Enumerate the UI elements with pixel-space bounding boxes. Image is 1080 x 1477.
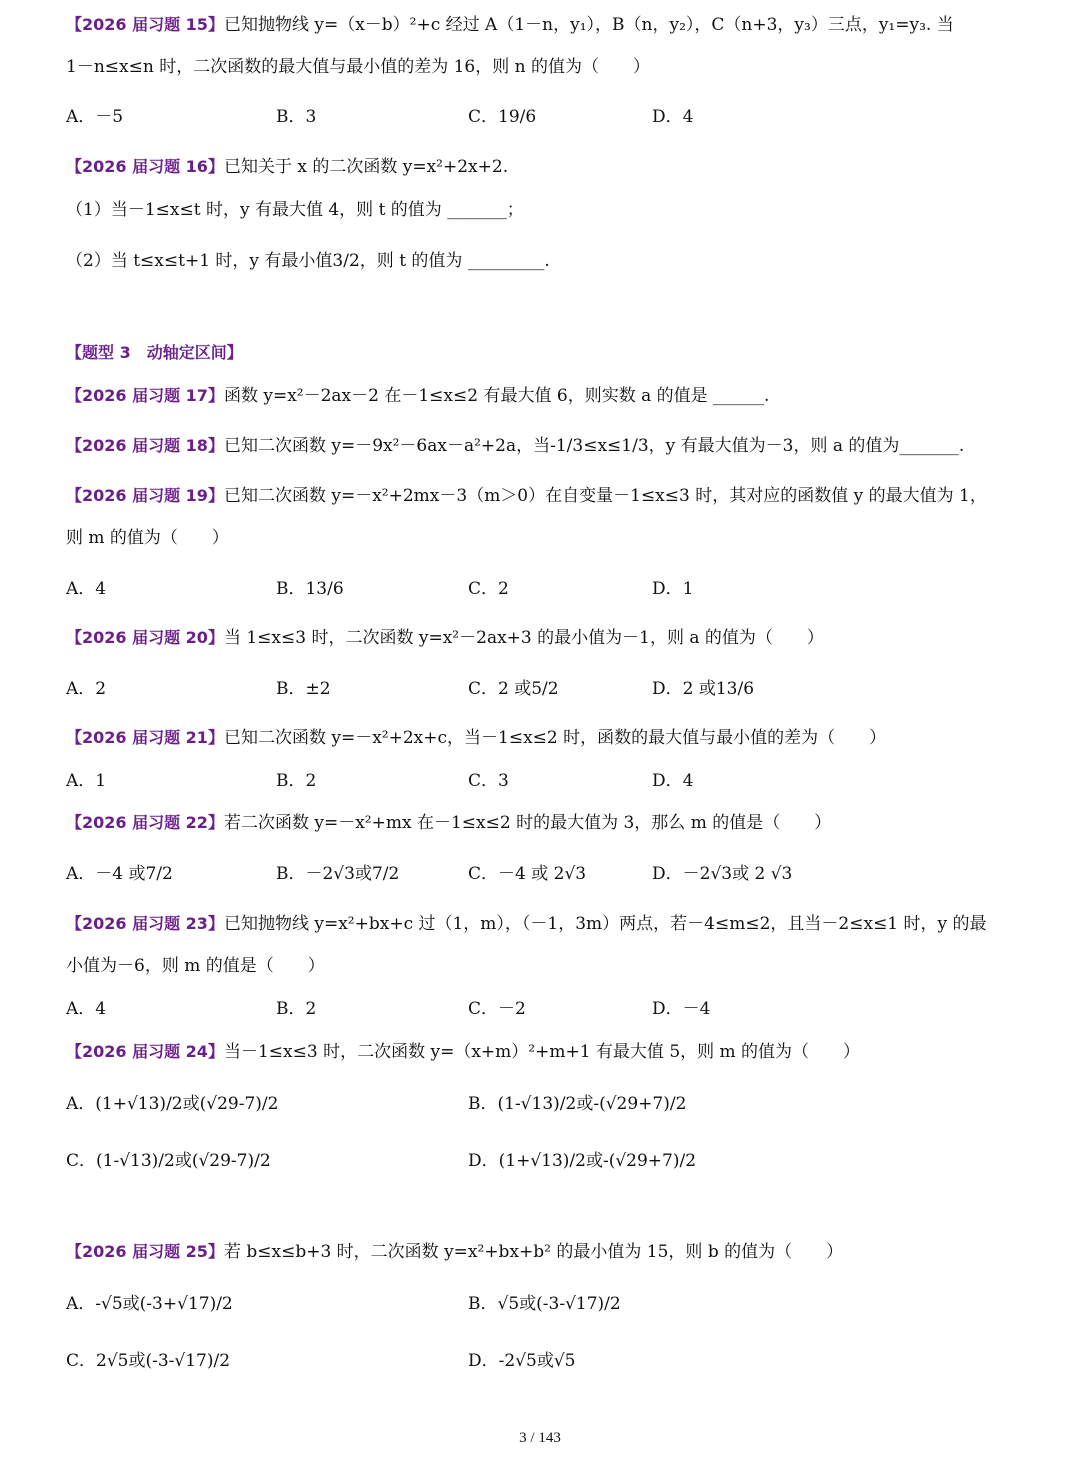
problem-tag: 【2026 届习题 15】 <box>66 15 224 34</box>
option-a: A．4 <box>66 579 107 599</box>
problem-19-line-1 <box>66 483 987 509</box>
option-c: C．3 <box>468 771 509 791</box>
problem-23-line-1 <box>66 911 987 937</box>
option-a: A．－4 或7/2 <box>66 864 173 884</box>
problem-tag: 【2026 届习题 21】 <box>66 728 224 747</box>
problem-tag: 【2026 届习题 24】 <box>66 1042 224 1061</box>
option-a: A．1 <box>66 771 107 791</box>
problem-tag: 【2026 届习题 19】 <box>66 486 224 505</box>
problem-tag: 【2026 届习题 22】 <box>66 813 224 832</box>
option-c: C．2√5或(-3-√17)/2 <box>66 1351 231 1371</box>
problem-tag: 【2026 届习题 18】 <box>66 436 224 455</box>
problem-text: 函数 y=x²－2ax－2 在－1≤x≤2 有最大值 6，则实数 a 的值是 ______. <box>223 386 770 406</box>
problem-text: 当 1≤x≤3 时，二次函数 y=x²－2ax+3 的最小值为－1，则 a 的值为（ ） <box>223 628 824 648</box>
problem-text: 已知二次函数 y=－9x²－6ax－a²+2a，当-1/3≤x≤1/3，y 有最大值为－3，则 a 的值为_______. <box>223 436 965 456</box>
problem-text: 当－1≤x≤3 时，二次函数 y=（x+m）²+m+1 有最大值 5，则 m 的值为（ ） <box>223 1042 861 1062</box>
problem-16-line-1 <box>66 154 508 180</box>
problem-19-line-2: 则 m 的值为（ ） <box>66 528 229 548</box>
option-d: D．(1+√13)/2或-(√29+7)/2 <box>468 1151 697 1171</box>
problem-text: 已知抛物线 y=x²+bx+c 过（1，m），（－1，3m）两点，若－4≤m≤2，且当－2≤x≤1 时，y 的最 <box>223 914 987 934</box>
option-b: B．3 <box>276 107 317 127</box>
problem-text: 已知二次函数 y=－x²+2mx－3（m＞0）在自变量－1≤x≤3 时，其对应的函数值 y 的最大值为 1， <box>223 486 987 506</box>
option-c: C．2 <box>468 579 509 599</box>
option-c: C．－4 或 2√3 <box>468 864 587 884</box>
option-a: A．－5 <box>66 107 124 127</box>
problem-text: 若二次函数 y=－x²+mx 在－1≤x≤2 时的最大值为 3，那么 m 的值是（ ） <box>223 813 832 833</box>
option-b: B．13/6 <box>276 579 344 599</box>
problem-24-line-1 <box>66 1039 860 1065</box>
problem-tag: 【2026 届习题 17】 <box>66 386 224 405</box>
section-header: 【题型 3 动轴定区间】 <box>66 343 243 362</box>
option-c: C．19/6 <box>468 107 537 127</box>
option-a: A．2 <box>66 679 107 699</box>
option-d: D．1 <box>652 579 694 599</box>
problem-17-line-1 <box>66 383 769 409</box>
option-b: B．2 <box>276 999 317 1019</box>
option-c: C．－2 <box>468 999 526 1019</box>
problem-tag: 【2026 届习题 16】 <box>66 157 224 176</box>
problem-15-line-2: 1－n≤x≤n 时，二次函数的最大值与最小值的差为 16，则 n 的值为（ ） <box>66 57 650 77</box>
problem-text: 已知抛物线 y=（x－b）²+c 经过 A（1－n，y₁），B（n，y₂），C（n+3，y₃）三点，y₁=y₃. 当 <box>223 15 954 35</box>
option-d: D．－2√3或 2 √3 <box>652 864 793 884</box>
problem-16-line-2: （1）当－1≤x≤t 时，y 有最大值 4，则 t 的值为 _______； <box>66 200 524 220</box>
problem-21-line-1 <box>66 725 886 751</box>
option-a: A．-√5或(-3+√17)/2 <box>66 1294 233 1314</box>
problem-tag: 【2026 届习题 25】 <box>66 1242 224 1261</box>
problem-tag: 【2026 届习题 20】 <box>66 628 224 647</box>
problem-text: 已知二次函数 y=－x²+2x+c，当－1≤x≤2 时，函数的最大值与最小值的差为（ ） <box>223 728 887 748</box>
problem-23-line-2: 小值为－6，则 m 的值是（ ） <box>66 956 325 976</box>
page-number: 3 / 143 <box>519 1430 561 1446</box>
problem-text: 若 b≤x≤b+3 时，二次函数 y=x²+bx+b² 的最小值为 15，则 b 的值为（ ） <box>223 1242 844 1262</box>
option-b: B．±2 <box>276 679 331 699</box>
option-d: D．4 <box>652 771 694 791</box>
option-d: D．－4 <box>652 999 711 1019</box>
option-b: B．(1-√13)/2或-(√29+7)/2 <box>468 1094 687 1114</box>
problem-15-line-1 <box>66 12 954 38</box>
option-b: B．－2√3或7/2 <box>276 864 400 884</box>
option-a: A．4 <box>66 999 107 1019</box>
problem-20-line-1 <box>66 625 824 651</box>
option-d: D．4 <box>652 107 694 127</box>
problem-text: 已知关于 x 的二次函数 y=x²+2x+2. <box>223 157 509 177</box>
option-a: A．(1+√13)/2或(√29-7)/2 <box>66 1094 279 1114</box>
problem-25-line-1 <box>66 1239 843 1265</box>
option-c: C．(1-√13)/2或(√29-7)/2 <box>66 1151 271 1171</box>
problem-22-line-1 <box>66 810 831 836</box>
option-d: D．-2√5或√5 <box>468 1351 576 1371</box>
problem-tag: 【2026 届习题 23】 <box>66 914 224 933</box>
option-c: C．2 或5/2 <box>468 679 559 699</box>
option-d: D．2 或13/6 <box>652 679 755 699</box>
option-b: B．√5或(-3-√17)/2 <box>468 1294 621 1314</box>
problem-16-line-3: （2）当 t≤x≤t+1 时，y 有最小值3/2，则 t 的值为 _________. <box>66 251 550 271</box>
option-b: B．2 <box>276 771 317 791</box>
problem-18-line-1 <box>66 433 964 459</box>
